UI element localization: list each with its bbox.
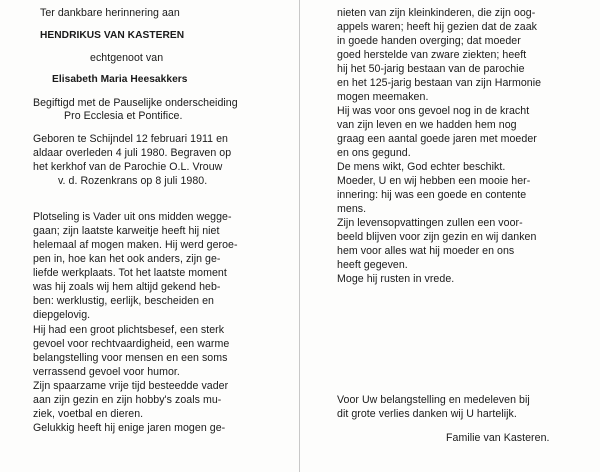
body-line: mogen meemaken. — [337, 91, 429, 103]
body-line: diepgelovig. — [33, 309, 91, 321]
body-line: ziek, voetbal en dieren. — [33, 408, 144, 420]
body-line: mens. — [337, 203, 367, 215]
body-line: Hij was voor ons gevoel nog in de kracht — [337, 105, 530, 117]
honour-line: Pro Ecclesia et Pontifice. — [64, 110, 183, 122]
body-line: appels waren; heeft hij gezien dat de zaak — [337, 21, 537, 33]
body-line: en ons gegund. — [337, 147, 411, 159]
body-line: liefde werkplaats. Tot het laatste moment — [33, 267, 227, 279]
honour-line: Begiftigd met de Pauselijke onderscheiding — [33, 97, 238, 109]
body-line: Moeder, U en wij hebben een mooie her- — [337, 175, 531, 187]
dates-line: Geboren te Schijndel 12 februari 1911 en — [33, 133, 228, 145]
body-line: goed herstelde van zware ziekten; heeft — [337, 49, 527, 61]
body-line: Gelukkig heeft hij enige jaren mogen ge- — [33, 422, 226, 434]
body-line: verrassend gevoel voor humor. — [33, 366, 180, 378]
deceased-name: HENDRIKUS VAN KASTEREN — [40, 30, 185, 41]
body-line: Zijn spaarzame vrije tijd besteedde vader — [33, 380, 229, 392]
dates-line: v. d. Rozenkrans op 8 juli 1980. — [58, 175, 208, 187]
body-line: Hij had een groot plichtsbesef, een sterk — [33, 324, 225, 336]
body-line: heeft gegeven. — [337, 259, 408, 271]
body-line: belangstelling voor mensen en een soms — [33, 352, 228, 364]
body-line: nieten van zijn kleinkinderen, die zijn oog- — [337, 7, 536, 19]
dates-line: aldaar overleden 4 juli 1980. Begraven op — [33, 147, 232, 159]
thanks-line: dit grote verlies danken wij U hartelijk. — [337, 408, 517, 420]
body-line: helemaal af mogen maken. Hij werd geroe- — [33, 239, 238, 251]
right-page — [300, 0, 600, 472]
body-line: hij het 50-jarig bestaan van de parochie — [337, 63, 525, 75]
intro-line: Ter dankbare herinnering aan — [40, 7, 180, 19]
body-line: in goede handen overging; dat moeder — [337, 35, 521, 47]
body-line: ben: werklustig, eerlijk, bescheiden en — [33, 295, 214, 307]
body-line: gevoel voor rechtvaardigheid, een warme — [33, 338, 230, 350]
body-line: van zijn leven en we hadden hem nog — [337, 119, 517, 131]
body-line: De mens wikt, God echter beschikt. — [337, 161, 506, 173]
body-line: Moge hij rusten in vrede. — [337, 273, 455, 285]
body-line: beeld blijven voor zijn gezin en wij danken — [337, 231, 537, 243]
thanks-line: Voor Uw belangstelling en medeleven bij — [337, 394, 530, 406]
body-line: pen in, hoe kan het ook anders, zijn ge- — [33, 253, 221, 265]
body-line: en het 125-jarig bestaan van zijn Harmonie — [337, 77, 542, 89]
body-line: Zijn levensopvattingen zullen een voor- — [337, 217, 523, 229]
spouse-label: echtgenoot van — [90, 52, 164, 64]
signature-line: Familie van Kasteren. — [446, 432, 550, 444]
body-line: was hij zoals wij hem altijd gekend heb- — [33, 281, 221, 293]
body-line: aan zijn gezin en zijn hobby's zoals mu- — [33, 394, 222, 406]
dates-line: het kerkhof van de Parochie O.L. Vrouw — [33, 161, 223, 173]
body-line: innering: hij was een goede en contente — [337, 189, 527, 201]
body-line: Plotseling is Vader uit ons midden wegge- — [33, 211, 232, 223]
body-line: hem voor alles wat hij moeder en ons — [337, 245, 515, 257]
spouse-name: Elisabeth Maria Heesakkers — [52, 74, 188, 85]
body-line: graag een aantal goede jaren met moeder — [337, 133, 537, 145]
body-line: gaan; zijn laatste karweitje heeft hij niet — [33, 225, 220, 237]
